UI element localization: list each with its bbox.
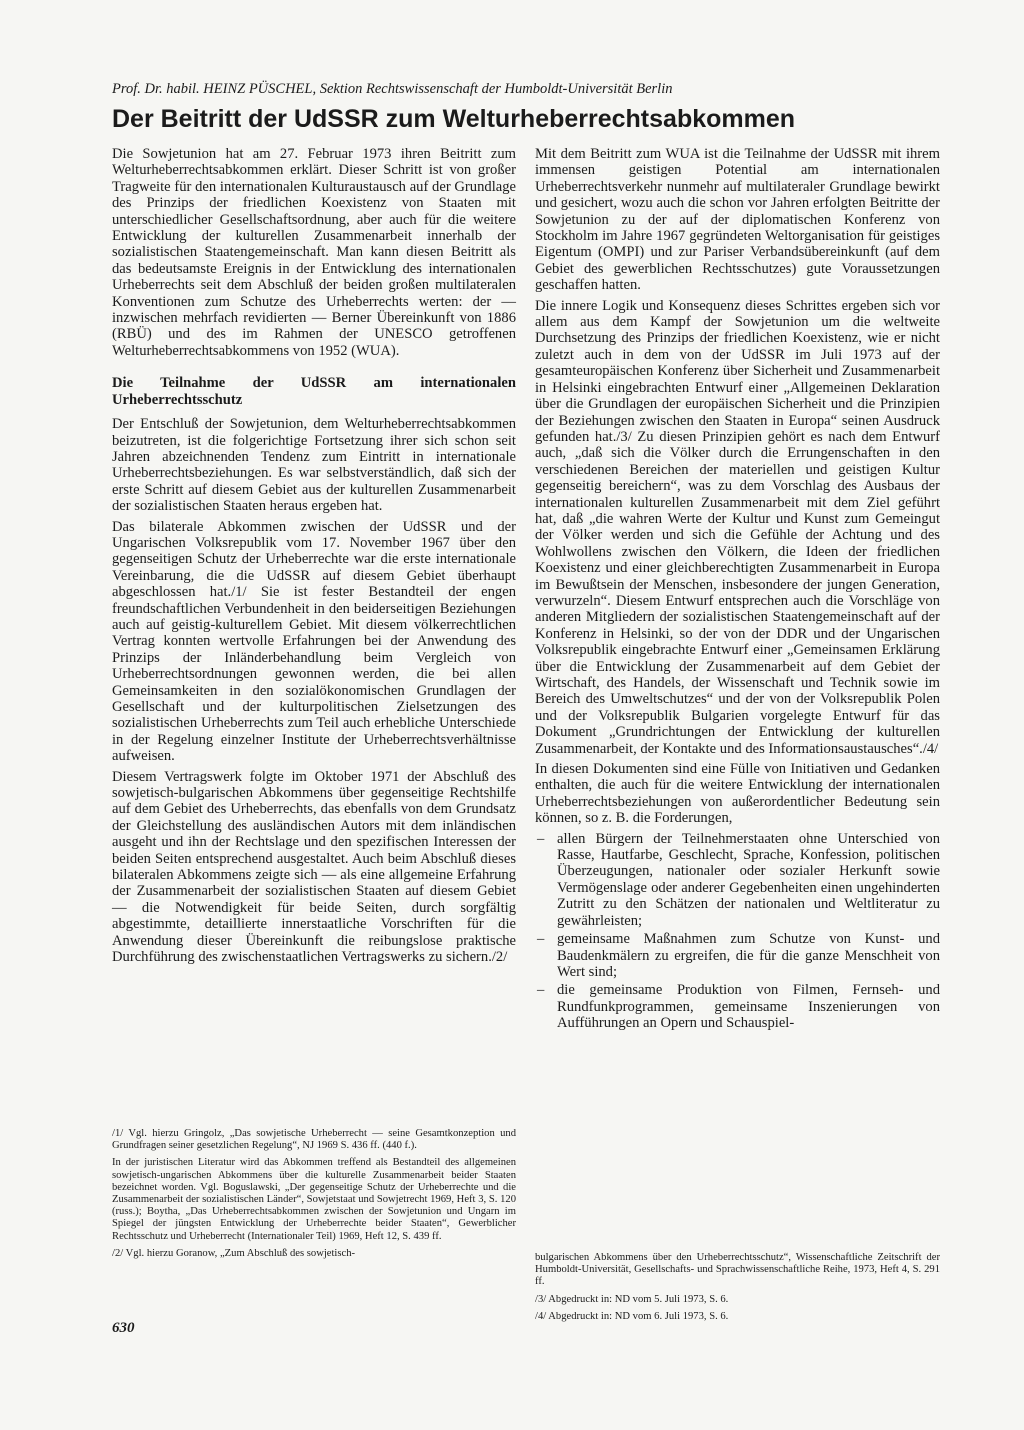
footnote: /4/ Abgedruckt in: ND vom 6. Juli 1973, S. 6. bbox=[535, 1310, 729, 1322]
author-byline: Prof. Dr. habil. HEINZ PÜSCHEL, Sektion Rechtswissenschaft der Humboldt-Universität Berlin bbox=[112, 81, 673, 97]
right-column bbox=[535, 146, 940, 1034]
demands-list bbox=[535, 831, 940, 1032]
article-title: Der Beitritt der UdSSR zum Welturheberrechtsabkommen bbox=[112, 105, 796, 133]
footnote: /3/ Abgedruckt in: ND vom 5. Juli 1973, S. 6. bbox=[535, 1293, 729, 1305]
page-number: 630 bbox=[112, 1320, 135, 1336]
paragraph: Der Entschluß der Sowjetunion, dem Welturheberrechtsabkommen beizutreten, ist die folgerichtige Fortsetzung ihrer sich schon seit Jahren abzeichnenden Tendenz zum Eintritt in internationale Urheberrechtsbeziehungen. Es war selbstverständlich, daß sich der erste Schritt auf diesem Gebiet aus der kulturellen Zusammenarbeit der sozialistischen Staaten heraus ergeben hat. bbox=[112, 416, 516, 515]
left-column bbox=[112, 146, 516, 970]
paragraph: Mit dem Beitritt zum WUA ist die Teilnahme der UdSSR mit ihrem immensen geistigen Potential am internationalen Urheberrechtsverkehr nunmehr auf multilateraler Grundlage bewirkt und gesichert, wozu auch die schon vor Jahren erfolgten Beitritte der Sowjetunion zu der auf der diplomatischen Konferenz von Stockholm im Jahre 1967 gegründeten Weltorganisation für geistiges Eigentum (OMPI) und zur Pariser Verbandsübereinkunft (auf dem Gebiet des gewerblichen Rechtsschutzes) gute Voraussetzungen geschaffen hatten. bbox=[535, 146, 940, 294]
list-item: – allen Bürgern der Teilnehmerstaaten ohne Unterschied von Rasse, Hautfarbe, Geschlecht, Sprache, Konfession, politischen Überzeugungen, nationaler oder sozialer Herkunft sowie Vermögenslage oder anderer Gegebenheiten einen ungehinderten Zutritt zu den Schätzen der nationalen und Weltliteratur zu gewährleisten; bbox=[535, 831, 940, 929]
footnotes-left bbox=[112, 1128, 516, 1265]
section-heading: Die Teilnahme der UdSSR am internationalen Urheberrechtsschutz bbox=[112, 375, 516, 408]
paragraph: Das bilaterale Abkommen zwischen der UdSSR und der Ungarischen Volksrepublik vom 17. November 1967 über den gegenseitigen Schutz der Urheberrechte war die erste internationale Vereinbarung, die die UdSSR auf diesem Gebiet überhaupt abgeschlossen hat./1/ Sie ist fester Bestandteil der engen freundschaftlichen Verbundenheit in den beiderseitigen Beziehungen auch auf geistig-kulturellem Gebiet. Mit diesem völkerrechtlichen Vertrag konnten wertvolle Erfahrungen bei der Anwendung des Prinzips der Inländerbehandlung beim Vergleich von Urheberrechtsordnungen gewonnen werden, die bei allen Gemeinsamkeiten in den sozialökonomischen Grundlagen der Gesellschaft und der kulturpolitischen Zielsetzungen des sozialistischen Urheberrechts zum Teil auch erhebliche Unterschiede in der Regelung einzelner Institute der Urheberrechtsverhältnisse aufweisen. bbox=[112, 518, 516, 765]
footnote: /1/ Vgl. hierzu Gringolz, „Das sowjetische Urheberrecht — seine Gesamtkonzeption und Grundfragen seiner gesetzlichen Regelung“, NJ 1969 S. 436 ff. (440 f.). bbox=[112, 1128, 516, 1152]
footnotes-right bbox=[535, 1252, 940, 1328]
footnote: bulgarischen Abkommens über den Urheberrechtsschutz“, Wissenschaftliche Zeitschrift der Humboldt-Universität, Gesellschafts- und Sprachwissenschaftliche Reihe, 1973, Heft 4, S. 291 ff. bbox=[535, 1252, 940, 1288]
paragraph: In diesen Dokumenten sind eine Fülle von Initiativen und Gedanken enthalten, die auch für die weitere Entwicklung der internationalen Urheberrechtsbeziehungen von außerordentlicher Bedeutung sein können, so z. B. die Forderungen, bbox=[535, 761, 940, 827]
list-item: – gemeinsame Maßnahmen zum Schutze von Kunst- und Baudenkmälern zu ergreifen, die für die ganze Menschheit von Wert sind; bbox=[535, 931, 940, 980]
paragraph: Diesem Vertragswerk folgte im Oktober 1971 der Abschluß des sowjetisch-bulgarischen Abkommens über gegenseitige Rechtshilfe auf dem Gebiet des Urheberrechts, das ebenfalls von dem Grundsatz der Gleichstellung des ausländischen Autors mit dem inländischen ausgeht und ihn der Rechtslage und den spezifischen Interessen der beiden Seiten entsprechend ausgestaltet. Auch beim Abschluß dieses bilateralen Abkommens zeigte sich — als eine allgemeine Erfahrung der Zusammenarbeit der sozialistischen Staaten auf diesem Gebiet — die Notwendigkeit für beide Seiten, durch sorgfältig abgestimmte, detaillierte innerstaatliche Vorschriften für die Anwendung dieser Übereinkunft die reibungslose praktische Durchführung des zwischenstaatlichen Vertragswerks zu sichern./2/ bbox=[112, 768, 516, 966]
footnote: In der juristischen Literatur wird das Abkommen treffend als Bestandteil des allgemeinen sowjetisch-ungarischen Abkommens über die kulturelle Zusammenarbeit beider Staaten bezeichnet worden. Vgl. Boguslawski, „Der gegenseitige Schutz der Urheberrechte und die Zusammenarbeit der sozialistischen Länder“, Sowjetstaat und Sowjetrecht 1969, Heft 3, S. 120 (russ.); Boytha, „Das Urheberrechtsabkommen zwischen der Sowjetunion und Ungarn im Spiegel der jüngsten Entwicklung der Urheberrechte beider Staaten“, Gewerblicher Rechtsschutz und Urheberrecht (Internationaler Teil) 1969, Heft 12, S. 439 ff. bbox=[112, 1157, 516, 1242]
paragraph: Die innere Logik und Konsequenz dieses Schrittes ergeben sich vor allem aus dem Kampf der Sowjetunion um die weltweite Durchsetzung des Prinzips der friedlichen Koexistenz, wie er nicht zuletzt auch in dem von der UdSSR im Juli 1973 auf der gesamteuropäischen Konferenz über Sicherheit und Zusammenarbeit in Helsinki eingebrachten Entwurf einer „Allgemeinen Deklaration über die Grundlagen der europäischen Sicherheit und die Prinzipien der Beziehungen zwischen den Staaten in Europa“ seinen Ausdruck gefunden hat./3/ Zu diesen Prinzipien gehört es nach dem Entwurf auch, „daß sich die Völker durch die Errungenschaften in den verschiedenen Bereichen der materiellen und geistigen Kultur gegenseitig bereichern“, was zu dem Vorschlag des Ausbaus der internationalen kulturellen Zusammenarbeit mit dem Ziel geführt hat, daß „die wahren Werte der Kultur und Kunst zum Gemeingut der Völker werden und sich die Gefühle der Achtung und des Wohlwollens zwischen den Völkern, die Ideen der friedlichen Koexistenz und einer gleichberechtigten Zusammenarbeit in Europa im Bewußtsein der Menschen, insbesondere der jungen Generation, verwurzeln“. Diesem Entwurf entsprechen auch die Vorschläge von anderen Mitgliedern der sozialistischen Staatengemeinschaft auf der Konferenz in Helsinki, so der von der DDR und der Ungarischen Volksrepublik eingebrachte Entwurf einer „Gemeinsamen Erklärung über die Entwicklung der Zusammenarbeit auf dem Gebiet der Wirtschaft, des Handels, der Wissenschaft und Technik sowie im Bereich des Umweltschutzes“ und der von der Volksrepublik Polen und der Volksrepublik Bulgarien vorgelegte Entwurf für das Dokument „Grundrichtungen der Entwicklung der kulturellen Zusammenarbeit, der Kontakte und des Informationsaustausches“./4/ bbox=[535, 297, 940, 757]
footnote: /2/ Vgl. hierzu Goranow, „Zum Abschluß des sowjetisch- bbox=[112, 1247, 356, 1259]
paragraph: Die Sowjetunion hat am 27. Februar 1973 ihren Beitritt zum Welturheberrechtsabkommen erklärt. Dieser Schritt ist von großer Tragweite für den internationalen Kulturaustausch auf der Grundlage des Prinzips der friedlichen Koexistenz von Staaten mit unterschiedlicher Gesellschaftsordnung, aber auch für die weitere Entwicklung der kulturellen Zusammenarbeit innerhalb der sozialistischen Staatengemeinschaft. Man kann diesen Beitritt als das bedeutsamste Ereignis in der Entwicklung des internationalen Urheberrechts seit dem Abschluß der beiden großen multilateralen Konventionen zum Schutze des Urheberrechts werten: der — inzwischen mehrfach revidierten — Berner Übereinkunft von 1886 (RBÜ) und des im Rahmen der UNESCO getroffenen Welturheberrechtsabkommens von 1952 (WUA). bbox=[112, 146, 516, 359]
list-item: – die gemeinsame Produktion von Filmen, Fernseh- und Rundfunkprogrammen, gemeinsame Inszenierungen von Aufführungen an Opern und Schauspiel- bbox=[535, 982, 940, 1031]
